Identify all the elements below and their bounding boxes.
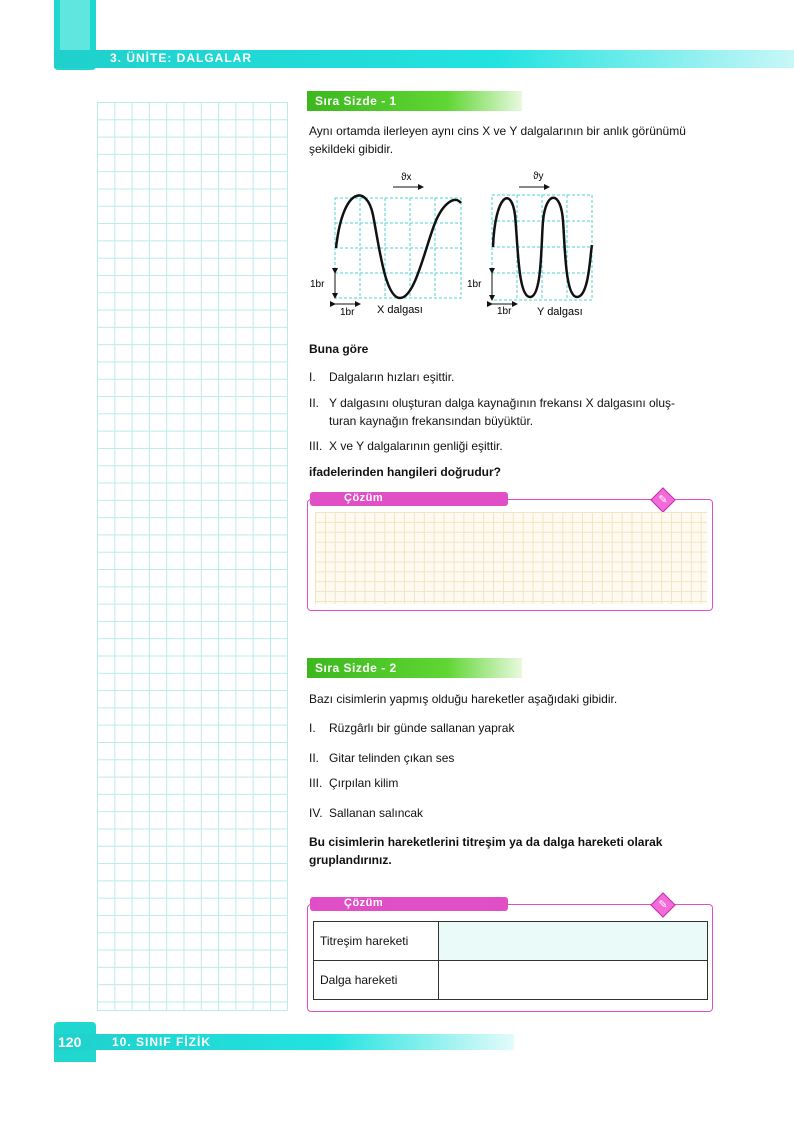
table-row: [314, 961, 708, 1000]
book-title: 10. SINIF FİZİK: [112, 1035, 212, 1049]
classification-table: [313, 921, 708, 1000]
table-label-wave: Dalga hareketi: [314, 961, 439, 1000]
page-number: 120: [58, 1034, 82, 1050]
statement-1-num: I.: [309, 370, 316, 384]
x-velocity-label: ϑx: [401, 172, 412, 183]
motion-item-1-text: Rüzgârlı bir günde sallanan yaprak: [329, 721, 515, 735]
section2-header: [307, 658, 522, 678]
section2-question-line1: Bu cisimlerin hareketlerini titreşim ya da dalga hareketi olarak: [309, 835, 663, 849]
statement-1: [309, 368, 454, 386]
table-answer-wave[interactable]: [439, 961, 708, 1000]
section1-intro-line2: şekildeki gibidir.: [309, 142, 394, 156]
x-wave: [336, 196, 461, 298]
x-wave-grid: [335, 198, 461, 298]
motion-item-1-num: I.: [309, 721, 316, 735]
solution-label-1: Çözüm: [344, 492, 384, 504]
section2-intro: Bazı cisimlerin yapmış olduğu hareketler aşağıdaki gibidir.: [309, 692, 618, 706]
motion-item-4-text: Sallanan salıncak: [329, 806, 424, 820]
solution-label-2: Çözüm: [344, 897, 384, 909]
motion-item-2-text: Gitar telinden çıkan ses: [329, 751, 455, 765]
statement-1-text: Dalgaların hızları eşittir.: [329, 370, 455, 384]
pencil-glyph-icon-2: ✎: [658, 899, 668, 911]
statement-3: [309, 437, 503, 455]
statement-2: [309, 394, 675, 412]
x-unit-vertical: 1br: [310, 279, 325, 290]
solution-grid-1[interactable]: [315, 512, 707, 604]
wave-figure: [305, 165, 605, 325]
y-unit-vertical: 1br: [467, 279, 482, 290]
y-wave-label: Y dalgası: [537, 306, 583, 318]
statement-3-num: III.: [309, 439, 323, 453]
unit-title: 3. ÜNİTE: DALGALAR: [110, 51, 252, 65]
motion-item-4: [309, 804, 423, 822]
solution-tab-1: [310, 492, 508, 506]
motion-item-3-num: III.: [309, 776, 323, 790]
motion-item-4-num: IV.: [309, 806, 323, 820]
solution-tab-2: [310, 897, 508, 911]
table-row: [314, 922, 708, 961]
section2-question-line2: gruplandırınız.: [309, 853, 392, 867]
section1-title: Sıra Sizde - 1: [315, 94, 397, 108]
section1-question: ifadelerinden hangileri doğrudur?: [309, 465, 502, 479]
section1-lead: Buna göre: [309, 342, 369, 356]
statement-2-text: Y dalgasını oluşturan dalga kaynağının frekansı X dalgasını oluş-: [329, 396, 676, 410]
section1-header: [307, 91, 522, 111]
note-grid: [97, 102, 288, 1011]
statement-2-num: II.: [309, 396, 320, 410]
section1-intro-line1: Aynı ortamda ilerleyen aynı cins X ve Y dalgalarının bir anlık görünümü: [309, 124, 686, 138]
pencil-glyph-icon: ✎: [658, 494, 668, 506]
motion-item-3-text: Çırpılan kilim: [329, 776, 399, 790]
y-unit-horizontal: 1br: [497, 306, 512, 317]
table-answer-vibration[interactable]: [439, 922, 708, 961]
section2-title: Sıra Sizde - 2: [315, 661, 397, 675]
motion-item-3: [309, 774, 398, 792]
table-label-vibration: Titreşim hareketi: [314, 922, 439, 961]
x-unit-horizontal: 1br: [340, 307, 355, 318]
y-velocity-label: ϑy: [533, 171, 544, 182]
x-wave-label: X dalgası: [377, 304, 423, 316]
statement-2-continued: turan kaynağın frekansından büyüktür.: [329, 414, 534, 428]
motion-item-2: [309, 749, 454, 767]
motion-item-2-num: II.: [309, 751, 320, 765]
statement-3-text: X ve Y dalgalarının genliği eşittir.: [329, 439, 503, 453]
motion-item-1: [309, 719, 514, 737]
